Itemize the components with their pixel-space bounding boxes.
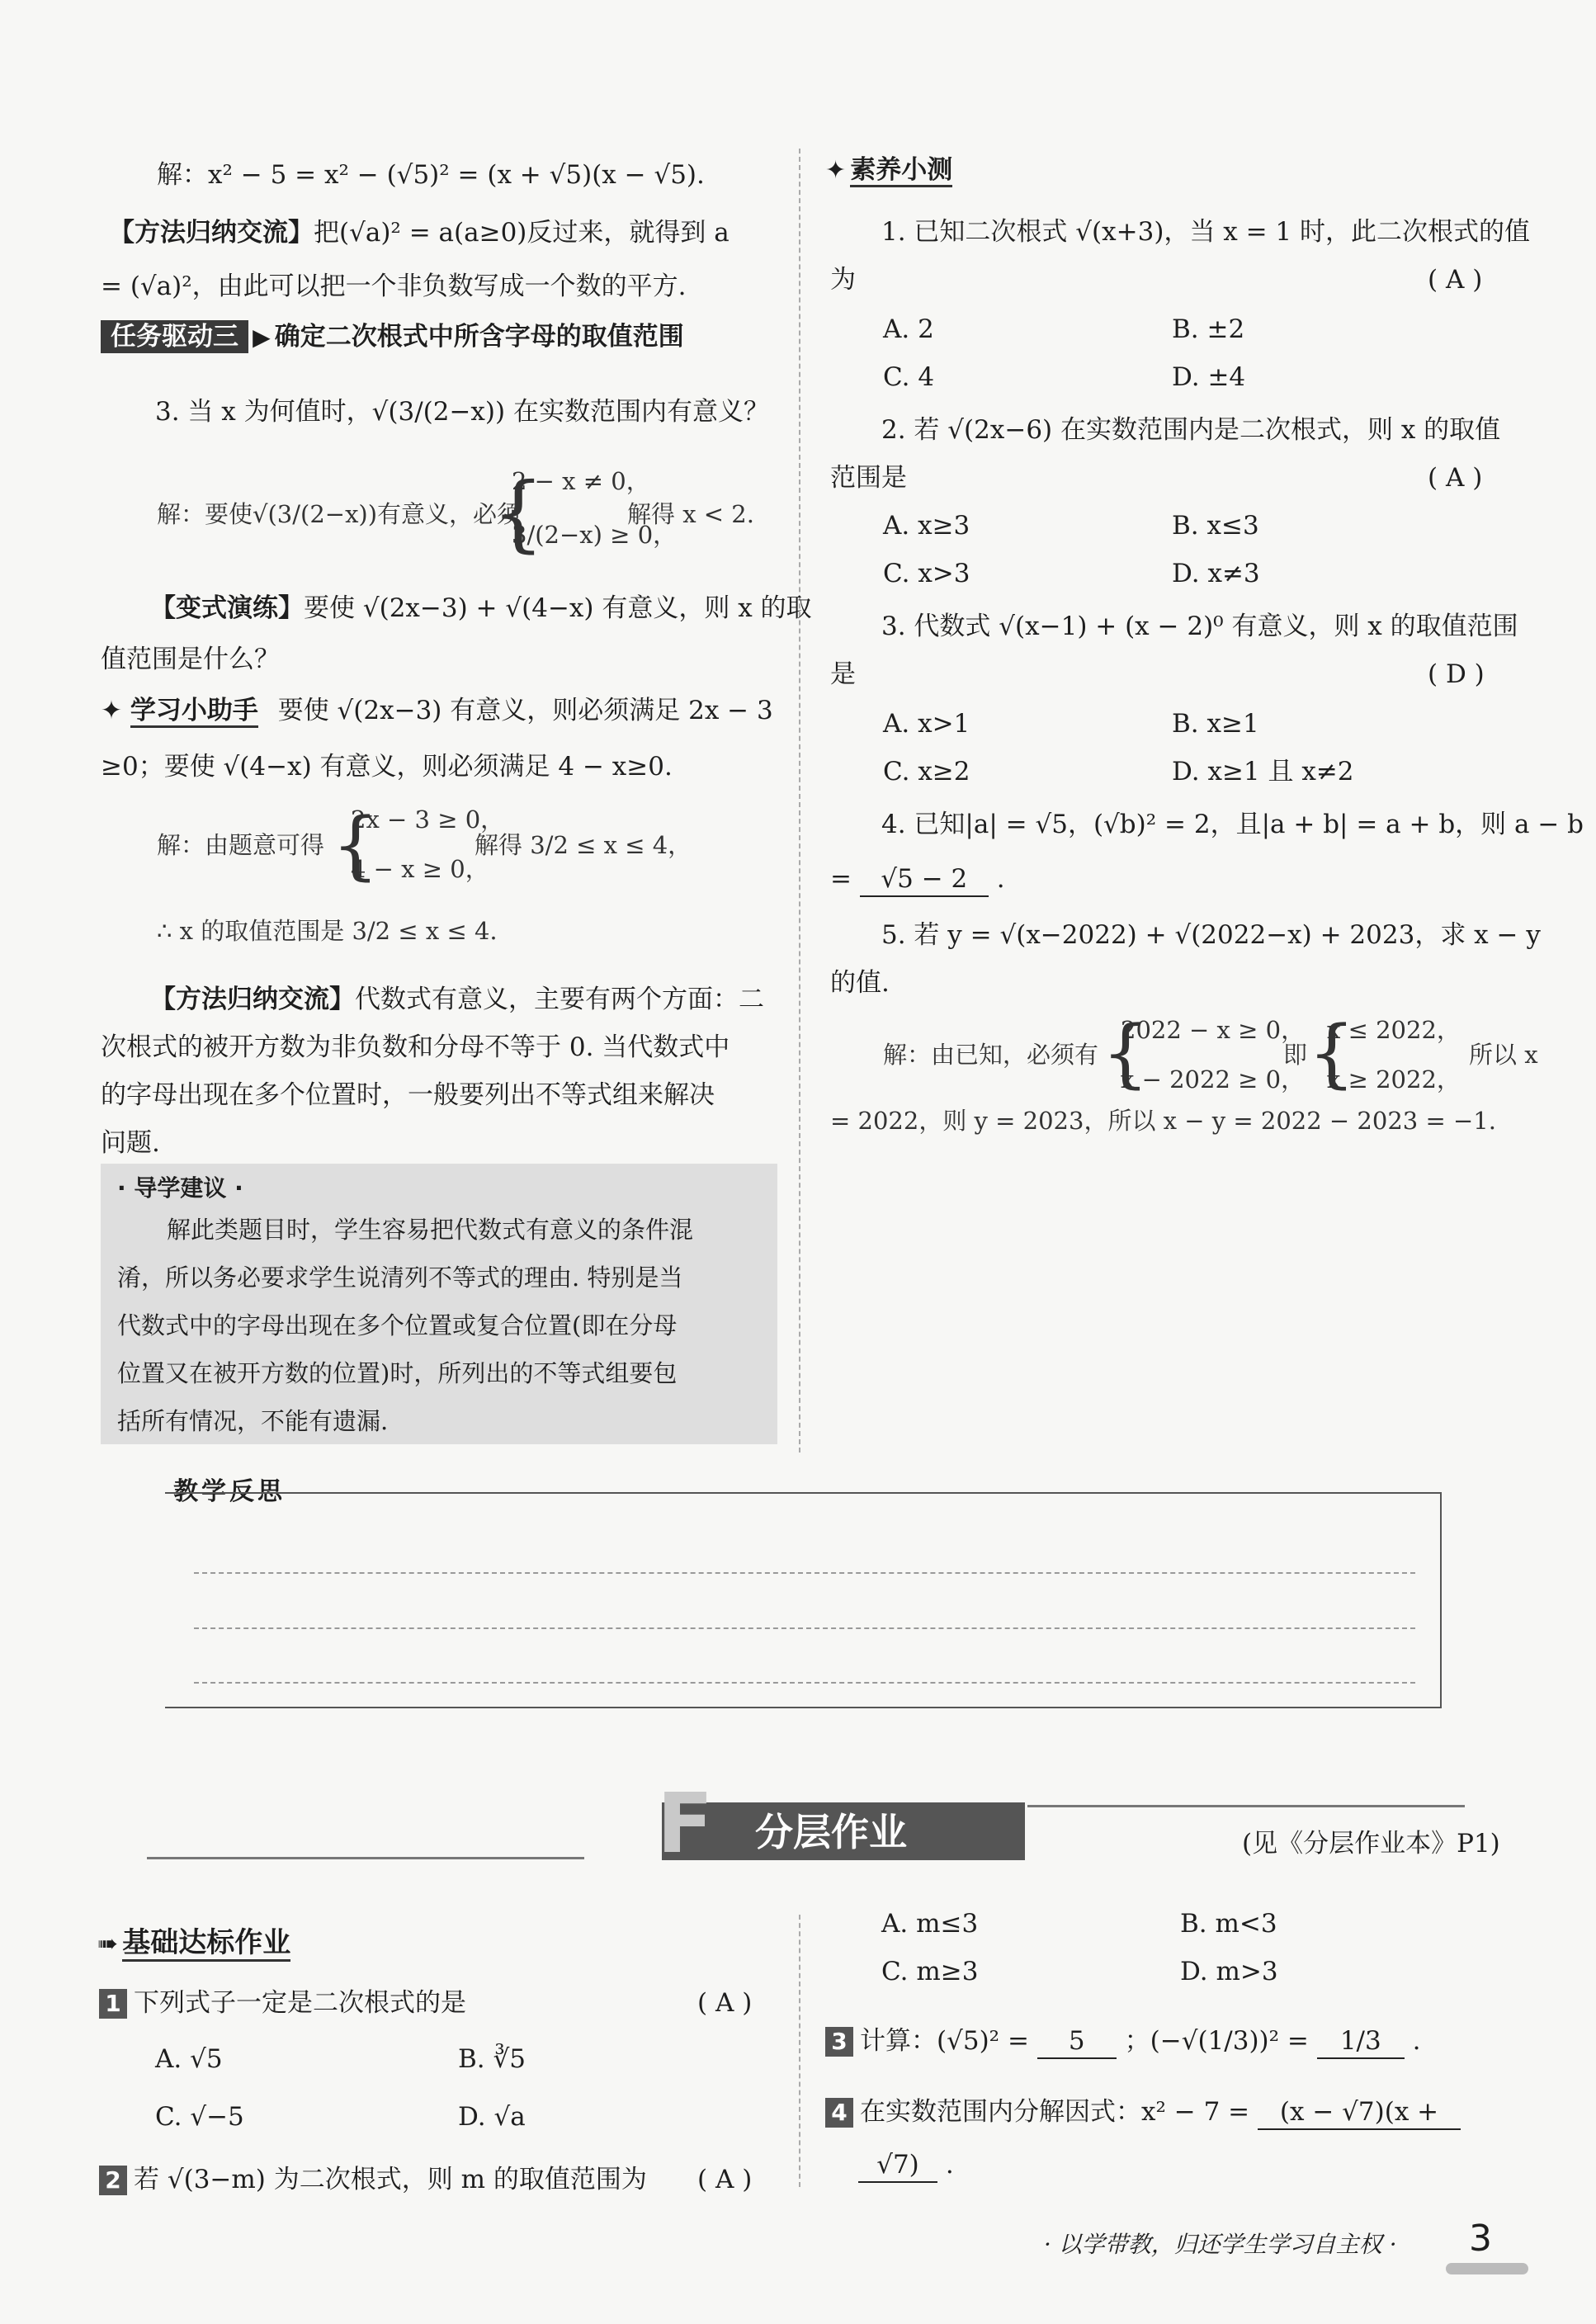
homework-2-answer: ( A )	[697, 2165, 753, 2194]
banner-title: 分层作业	[755, 1810, 907, 1854]
equals-sign: =	[830, 864, 852, 894]
solution-line: 解：x² − 5 = x² − (√5)² = (x + √5)(x − √5).	[157, 160, 705, 190]
homework-2-option-b: B. m<3	[1180, 1909, 1277, 1939]
guide-line-1: 解此类题目时，学生容易把代数式有意义的条件混	[167, 1216, 694, 1244]
question-number: 2	[99, 2166, 127, 2195]
page-number: 3	[1469, 2218, 1492, 2260]
homework-1	[99, 1979, 466, 2027]
variant-label: 【变式演练】	[150, 593, 304, 623]
task-tag: 任务驱动三	[101, 320, 248, 353]
homework-1-option-d: D. √a	[458, 2102, 526, 2132]
homework-1-text: 下列式子一定是二次根式的是	[134, 1988, 466, 2018]
method-summary-2	[150, 975, 764, 1023]
homework-2-text: 若 √(3−m) 为二次根式，则 m 的取值范围为	[134, 2165, 647, 2194]
quiz-q3-option-d: D. x≥1 且 x≠2	[1172, 757, 1354, 786]
helper-text: 要使 √(2x−3) 有意义，则必须满足 2x − 3	[277, 696, 773, 725]
quiz-q3-option-a: A. x>1	[883, 709, 970, 739]
homework-3-answer-2: 1/3	[1317, 2024, 1405, 2059]
homework-1-option-a: A. √5	[155, 2044, 223, 2074]
homework-1-option-c: C. √−5	[155, 2102, 244, 2132]
method-summary-1-line2: = (√a)²，由此可以把一个非负数写成一个数的平方.	[101, 272, 687, 301]
reflection-line-2	[194, 1627, 1415, 1629]
task-heading	[101, 315, 684, 352]
quiz-q3-answer: ( D )	[1428, 659, 1485, 689]
sparkle-icon: ✦	[825, 156, 847, 185]
homework-section-heading	[97, 1920, 290, 1960]
method-text: 把(√a)² = a(a≥0)反过来，就得到 a	[314, 218, 730, 248]
variant-text: 要使 √(2x−3) + √(4−x) 有意义，则 x 的取	[304, 593, 812, 623]
quiz-q5-line2: 的值.	[830, 968, 890, 998]
quiz-q4-answer: √5 − 2	[860, 862, 989, 897]
sol2-a: 解：由题意可得	[157, 831, 325, 859]
banner-line-right	[1027, 1805, 1465, 1807]
question-number: 1	[99, 1989, 127, 2019]
sol2-c: ∴ x 的取值范围是 3/2 ≤ x ≤ 4.	[157, 917, 498, 945]
period: .	[1412, 2026, 1421, 2056]
homework-1-answer: ( A )	[697, 1988, 753, 2018]
sol2-b: 解得 3/2 ≤ x ≤ 4，	[475, 831, 692, 859]
quiz-q2-answer: ( A )	[1428, 463, 1483, 493]
quiz-q1-line2: 为	[830, 265, 856, 295]
quiz-q5: 5. 若 y = √(x−2022) + √(2022−x) + 2023，求 x − y	[881, 920, 1541, 950]
guide-box	[101, 1164, 777, 1444]
homework-2-option-c: C. m≥3	[881, 1957, 979, 1986]
homework-3-answer-1: 5	[1037, 2024, 1117, 2059]
period: .	[945, 2150, 954, 2180]
reflection-line-1	[194, 1572, 1415, 1574]
page-number-underline	[1446, 2263, 1528, 2274]
q3-brace: {	[492, 465, 545, 561]
homework-4-answer-1: (x − √7)(x +	[1258, 2095, 1461, 2130]
homework-reference: (见《分层作业本》P1)	[1242, 1829, 1500, 1859]
quiz-q1-option-a: A. 2	[883, 314, 934, 344]
quiz-q2-option-b: B. x≤3	[1172, 511, 1259, 541]
quiz-q3-option-b: B. x≥1	[1172, 709, 1259, 739]
quiz-q2-line2: 范围是	[830, 463, 907, 493]
quiz-q3-line2: 是	[830, 659, 856, 689]
quiz-q1: 1. 已知二次根式 √(x+3)，当 x = 1 时，此二次根式的值	[881, 217, 1531, 247]
arrow-right-icon: ➠	[97, 1930, 119, 1958]
homework-1-option-b: B. ∛5	[458, 2044, 526, 2074]
quiz-q2-option-a: A. x≥3	[883, 511, 970, 541]
reflection-line-3	[194, 1682, 1415, 1684]
sol2-brace: {	[332, 802, 380, 889]
sol2-system-2: 4 − x ≥ 0，	[351, 855, 489, 883]
method-summary-label: 【方法归纳交流】	[109, 218, 314, 248]
quiz-q1-answer: ( A )	[1428, 265, 1483, 295]
homework-2	[99, 2156, 647, 2204]
study-helper	[101, 687, 773, 735]
quiz-q1-option-c: C. 4	[883, 362, 935, 392]
method-summary-2-line3: 的字母出现在多个位置时，一般要列出不等式组来解决	[101, 1080, 715, 1110]
helper-title: 学习小助手	[130, 696, 258, 728]
homework-2-option-a: A. m≤3	[881, 1909, 979, 1939]
q5-brace-1: {	[1102, 1010, 1150, 1097]
quiz-title: 素养小测	[850, 155, 952, 187]
homework-4-answer-2: √7)	[858, 2148, 937, 2183]
quiz-q4-line2	[830, 855, 1005, 903]
q3-system-1: 2 − x ≠ 0，	[512, 467, 650, 495]
q5-sol-a: 解：由已知，必须有	[883, 1041, 1099, 1069]
guide-line-5: 括所有情况，不能有遗漏.	[117, 1407, 389, 1435]
quiz-heading	[825, 149, 952, 186]
q3-system-2: 3/(2−x) ≥ 0，	[512, 521, 678, 549]
q5-system-2: x − 2022 ≥ 0，	[1121, 1065, 1306, 1094]
q5-mid: 即	[1283, 1041, 1308, 1069]
q5-brace-2: {	[1308, 1010, 1356, 1097]
banner-letter-f: F	[657, 1775, 714, 1872]
homework-3-mid: ；(−√(1/3))² =	[1124, 2026, 1309, 2056]
q5-sol-b: 所以 x	[1469, 1041, 1538, 1069]
quiz-q1-option-d: D. ±4	[1172, 362, 1246, 392]
chevron-right-icon: ▶	[253, 324, 271, 351]
guide-line-2: 淆，所以务必要求学生说清列不等式的理由. 特别是当	[117, 1264, 683, 1292]
question-number: 4	[825, 2098, 853, 2128]
variant-line2: 值范围是什么？	[101, 645, 280, 674]
quiz-q2: 2. 若 √(2x−6) 在实数范围内是二次根式，则 x 的取值	[881, 415, 1501, 445]
task-title: 确定二次根式中所含字母的取值范围	[274, 322, 684, 352]
question-number: 3	[825, 2027, 853, 2057]
guide-title: · 导学建议 ·	[117, 1174, 243, 1202]
quiz-q4: 4. 已知|a| = √5，(√b)² = 2，且|a + b| = a + b，则 a − b	[881, 810, 1584, 839]
reflection-title: 教学反思	[173, 1477, 286, 1506]
homework-section-title: 基础达标作业	[122, 1926, 290, 1962]
sparkle-icon: ✦	[101, 696, 122, 725]
quiz-q3: 3. 代数式 √(x−1) + (x − 2)⁰ 有意义，则 x 的取值范围	[881, 612, 1518, 641]
variant-exercise	[150, 584, 812, 632]
homework-4	[825, 2088, 1461, 2136]
homework-3-text: 计算：(√5)² =	[860, 2026, 1029, 2056]
q3-solution-a: 解：要使√(3/(2−x))有意义，必须	[157, 500, 522, 528]
column-divider	[799, 149, 800, 1452]
quiz-q2-option-c: C. x>3	[883, 559, 970, 588]
homework-4-text: 在实数范围内分解因式：x² − 7 =	[860, 2097, 1250, 2127]
quiz-q3-option-c: C. x≥2	[883, 757, 970, 786]
method-summary-2-line4: 问题.	[101, 1128, 160, 1158]
quiz-q2-option-d: D. x≠3	[1172, 559, 1260, 588]
method-summary-1	[109, 209, 730, 257]
method-text: 代数式有意义，主要有两个方面：二	[355, 985, 764, 1014]
period: .	[996, 864, 1005, 894]
q3-solution-b: 解得 x < 2.	[627, 500, 754, 528]
reflection-frame	[165, 1492, 1442, 1708]
q5-sol-c: = 2022，则 y = 2023，所以 x − y = 2022 − 2023 = −1.	[830, 1107, 1496, 1135]
method-summary-label: 【方法归纳交流】	[150, 985, 355, 1014]
q5-system-3: x ≤ 2022，	[1327, 1016, 1461, 1044]
sol2-system-1: 2x − 3 ≥ 0，	[351, 805, 505, 834]
method-summary-2-line2: 次根式的被开方数为非负数和分母不等于 0. 当代数式中	[101, 1032, 730, 1062]
footer-slogan: · 以学带教，归还学生学习自主权 ·	[1044, 2231, 1397, 2258]
guide-line-3: 代数式中的字母出现在多个位置或复合位置(即在分母	[117, 1311, 678, 1339]
helper-line2: ≥0；要使 √(4−x) 有意义，则必须满足 4 − x≥0.	[101, 752, 673, 782]
question-3: 3. 当 x 为何值时，√(3/(2−x)) 在实数范围内有意义？	[155, 397, 769, 427]
homework-2-option-d: D. m>3	[1180, 1957, 1278, 1986]
homework-3	[825, 2017, 1420, 2065]
q5-system-1: 2022 − x ≥ 0，	[1121, 1016, 1306, 1044]
homework-4-line2	[858, 2141, 954, 2189]
guide-line-4: 位置又在被开方数的位置)时，所列出的不等式组要包	[117, 1359, 678, 1387]
homework-divider	[799, 1915, 800, 2187]
q5-system-4: x ≥ 2022，	[1327, 1065, 1461, 1094]
quiz-q1-option-b: B. ±2	[1172, 314, 1245, 344]
banner-line-left	[147, 1857, 584, 1859]
